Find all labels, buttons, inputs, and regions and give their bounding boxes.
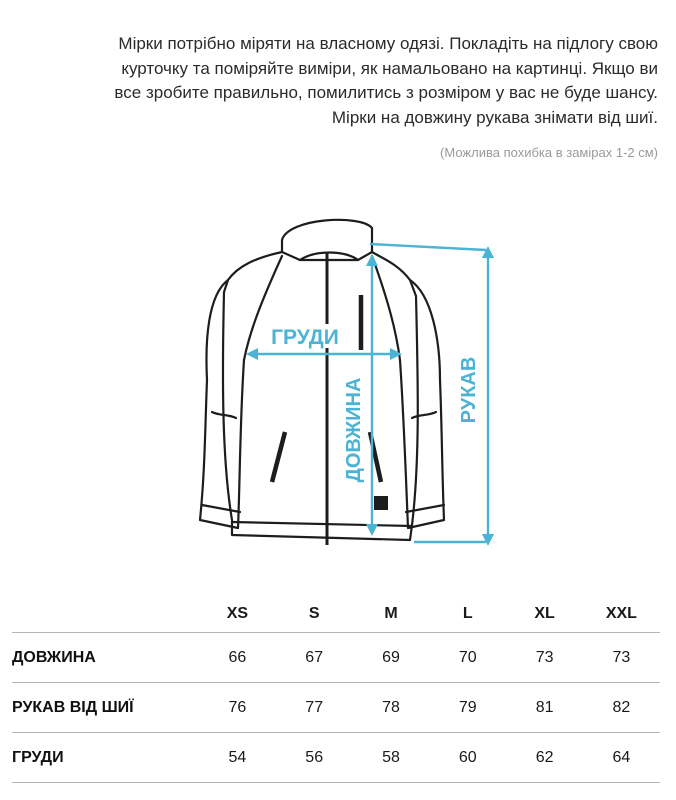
instructions-text <box>18 32 658 130</box>
size-header-row <box>12 596 660 633</box>
error-margin-note: (Можлива похибка в замірах 1-2 см) <box>440 145 658 160</box>
size-table <box>12 596 660 783</box>
brand-tag <box>374 496 388 510</box>
table-cell: 81 <box>535 698 554 716</box>
table-row-chest <box>12 733 660 783</box>
jacket-outline <box>200 220 444 540</box>
length-label: ДОВЖИНА <box>343 377 365 483</box>
size-l-header: L <box>462 605 473 622</box>
table-cell: 54 <box>228 748 247 766</box>
row-label: ГРУДИ <box>12 748 64 766</box>
table-cell: 62 <box>535 748 554 766</box>
table-cell: 69 <box>382 648 400 666</box>
table-cell: 82 <box>612 698 631 716</box>
size-s-header: S <box>308 605 320 622</box>
size-xxl-header: XXL <box>605 605 637 622</box>
sleeve-label: РУКАВ <box>458 356 480 424</box>
table-row-sleeve <box>12 683 660 733</box>
table-row-length <box>12 633 660 683</box>
row-label: РУКАВ ВІД ШИЇ <box>12 698 134 716</box>
row-label: ДОВЖИНА <box>12 648 96 666</box>
table-cell: 76 <box>228 698 247 716</box>
table-cell: 56 <box>305 748 324 766</box>
table-cell: 60 <box>458 748 477 766</box>
size-xl-header: XL <box>534 605 555 622</box>
instruction-line: Мірки потрібно міряти на власному одязі. Покладіть на підлогу свою <box>118 34 658 53</box>
table-cell: 73 <box>612 648 631 666</box>
instruction-line: Мірки на довжину рукава знімати від шиї. <box>331 107 658 127</box>
table-cell: 78 <box>382 698 400 716</box>
instruction-line: курточку та поміряйте виміри, як намальовано на картинці. Якщо ви <box>121 58 658 78</box>
instruction-line: все зробите правильно, помилитись з розміром у вас не буде шансу. <box>114 83 658 102</box>
size-m-header: M <box>384 605 398 622</box>
table-cell: 64 <box>612 748 631 766</box>
table-cell: 67 <box>305 648 324 666</box>
measurement-arrows <box>252 244 488 542</box>
table-cell: 70 <box>458 648 477 666</box>
table-cell: 77 <box>305 698 324 716</box>
table-cell: 66 <box>228 648 247 666</box>
table-cell: 73 <box>535 648 554 666</box>
jacket-illustration <box>0 200 676 570</box>
size-xs-header: XS <box>226 605 249 622</box>
chest-label: ГРУДИ <box>271 326 339 349</box>
table-cell: 58 <box>382 748 400 766</box>
jacket-diagram <box>0 200 676 570</box>
table-cell: 79 <box>458 698 477 716</box>
